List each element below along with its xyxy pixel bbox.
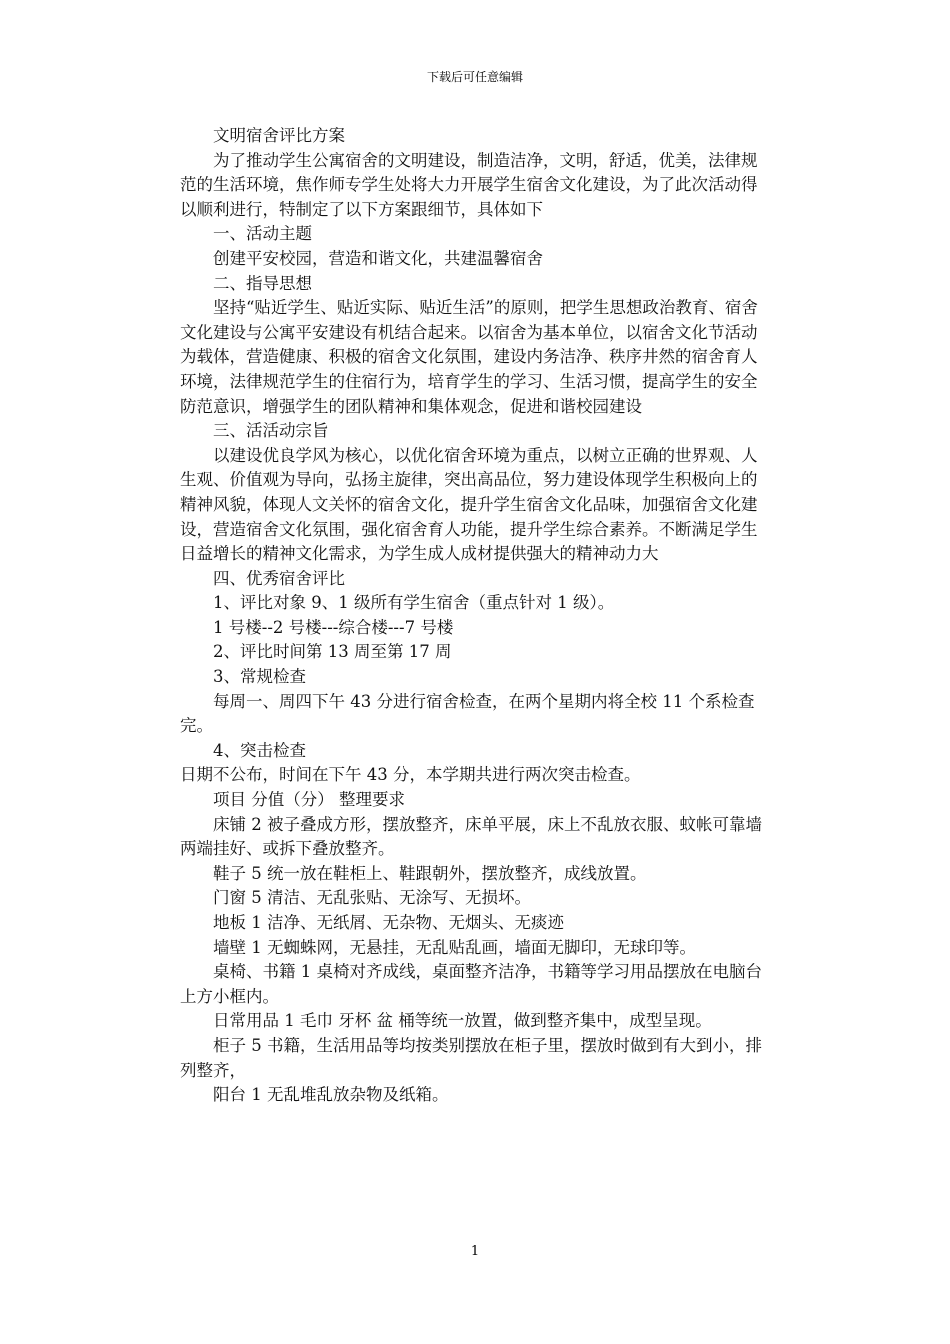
section-heading-purpose: 三、活活动宗旨 — [213, 421, 329, 441]
page-number: 1 — [470, 1244, 480, 1259]
surprise-check-heading: 4、突击检查 — [213, 740, 306, 760]
surprise-check-paragraph: 日期不公布，时间在下午 43 分，本学期共进行两次突击检查。 — [180, 765, 641, 785]
criteria-row-bed: 床铺 2 被子叠成方形，摆放整齐，床单平展，床上不乱放衣服、蚊帐可靠墙两端挂好、或拆下叠放整齐。 — [180, 814, 762, 859]
section-heading-evaluation: 四、优秀宿舍评比 — [213, 568, 345, 588]
criteria-row-doors-windows: 门窗 5 清洁、无乱张贴、无涂写、无损坏。 — [213, 888, 531, 908]
section-heading-guidance: 二、指导思想 — [213, 273, 312, 293]
evaluation-target: 1、评比对象 9、1 级所有学生宿舍（重点针对 1 级）。 — [213, 593, 615, 613]
routine-check-paragraph: 每周一、周四下午 43 分进行宿舍检查，在两个星期内将全校 11 个系检查完。 — [180, 691, 755, 736]
criteria-row-desk-books: 桌椅、书籍 1 桌椅对齐成线，桌面整齐洁净，书籍等学习用品摆放在电脑台上方小框内。 — [180, 962, 762, 1006]
criteria-row-daily-items: 日常用品 1 毛巾 牙杯 盆 桶等统一放置，做到整齐集中，成型呈现。 — [213, 1011, 712, 1031]
criteria-row-balcony: 阳台 1 无乱堆乱放杂物及纸箱。 — [213, 1085, 449, 1105]
guidance-paragraph: 坚持“贴近学生、贴近实际、贴近生活”的原则，把学生思想政治教育、宿舍文化建设与公寓平安建设有机结合起来。以宿舍为基本单位，以宿舍文化节活动为载体，营造健康、积极的宿舍文化氛围，建设内务洁净、秩序井然的宿舍育人环境，法律规范学生的住宿行为，培育学生的学习、生活习惯，提高学生的安全防范意识，增强学生的团队精神和集体观念，促进和谐校园建设 — [180, 298, 758, 416]
section-heading-theme: 一、活动主题 — [213, 224, 312, 244]
purpose-paragraph: 以建设优良学风为核心，以优化宿舍环境为重点，以树立正确的世界观、人生观、价值观为导向，弘扬主旋律，突出高品位，努力建设体现学生积极向上的精神风貌，体现人文关怀的宿舍文化，提升学生宿舍文化品味，加强宿舍文化建设，营造宿舍文化氛围，强化宿舍育人功能，提升学生综合素养。不断满足学生日益增长的精神文化需求，为学生成人成材提供强大的精神动力大 — [180, 445, 758, 564]
intro-paragraph: 为了推动学生公寓宿舍的文明建设，制造洁净，文明，舒适，优美，法律规范的生活环境，焦作师专学生处将大力开展学生宿舍文化建设，为了此次活动得以顺利进行，特制定了以下方案跟细节，具体如下 — [180, 150, 758, 219]
criteria-row-cabinet: 柜子 5 书籍，生活用品等均按类别摆放在柜子里，摆放时做到有大到小，排列整齐， — [180, 1035, 762, 1080]
routine-check-heading: 3、常规检查 — [213, 667, 306, 687]
criteria-row-floor: 地板 1 洁净、无纸屑、无杂物、无烟头、无痰迹 — [213, 913, 564, 932]
criteria-row-shoes: 鞋子 5 统一放在鞋柜上、鞋跟朝外，摆放整齐，成线放置。 — [213, 863, 647, 883]
criteria-row-wall: 墙壁 1 无蜘蛛网，无悬挂，无乱贴乱画，墙面无脚印，无球印等。 — [213, 937, 696, 957]
document-body — [180, 124, 770, 1108]
doc-title: 文明宿舍评比方案 — [213, 126, 345, 145]
evaluation-time: 2、评比时间第 13 周至第 17 周 — [213, 642, 452, 662]
page-header: 下载后可任意编辑 — [426, 70, 523, 84]
criteria-header-row: 项目 分值（分） 整理要求 — [213, 790, 405, 810]
theme-paragraph: 创建平安校园，营造和谐文化，共建温馨宿舍 — [213, 248, 543, 268]
evaluation-buildings: 1 号楼--2 号楼---综合楼---7 号楼 — [213, 617, 454, 637]
